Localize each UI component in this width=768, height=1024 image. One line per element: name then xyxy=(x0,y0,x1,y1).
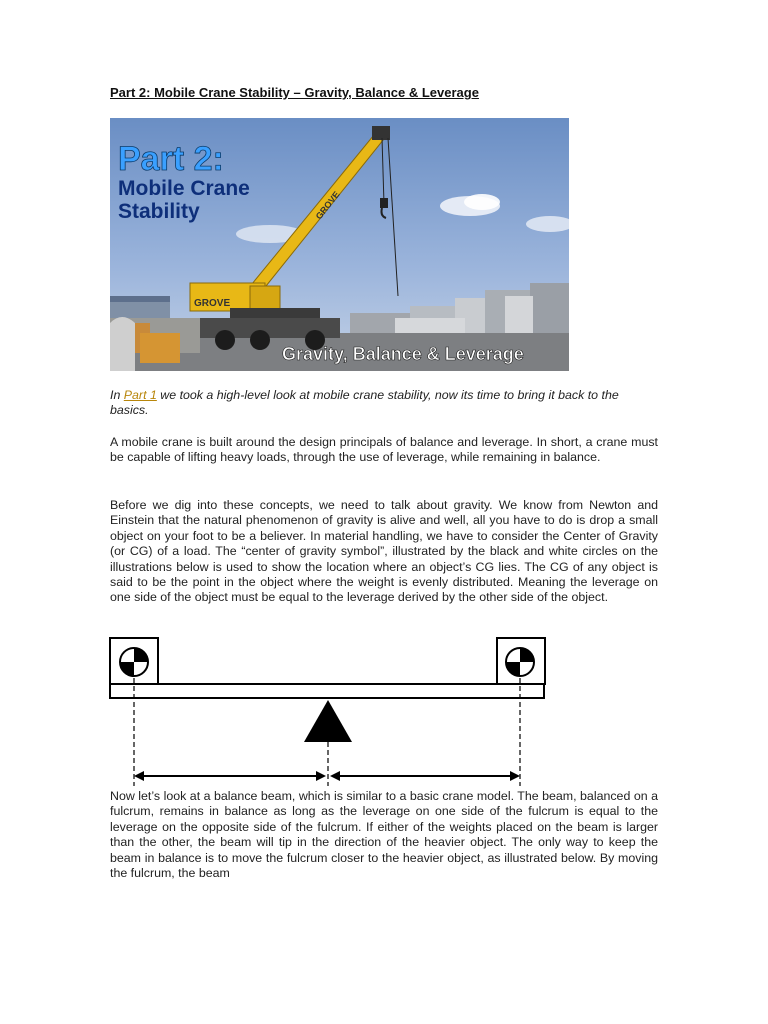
beam xyxy=(110,684,544,698)
hero-heading-line1: Part 2: xyxy=(118,140,224,178)
fulcrum xyxy=(304,700,352,742)
left-lever-arrow xyxy=(134,771,326,781)
hero-heading-line2: Mobile Crane xyxy=(118,177,250,200)
intro-paragraph xyxy=(110,388,658,419)
page-title: Part 2: Mobile Crane Stability – Gravity, Balance & Leverage xyxy=(110,85,479,100)
hero-caption: Gravity, Balance & Leverage xyxy=(282,344,524,364)
hero-heading-line3: Stability xyxy=(118,200,200,223)
paragraph-gravity: Before we dig into these concepts, we need to talk about gravity. We know from Newton and Einstein that the natural phenomenon of gravity is alive and well, all you have to do is drop a small object on your foot to be a believer. In material handling, we have to consider the Center of Gravity (or CG) of a load. The “center of gravity symbol”, illustrated by the black and white circles on the illustrations below is used to show the location where an object’s CG lies. The CG of any object is said to be the point in the object where the weight is evenly distributed. Meaning the leverage on one side of the object must be equal to the leverage derived by the other side of the object. xyxy=(110,498,658,605)
paragraph-balance-beam: Now let’s look at a balance beam, which is similar to a basic crane model. The beam, balanced on a fulcrum, remains in balance as long as the leverage on one side of the fulcrum is equal to the leverage on the opposite side of the fulcrum. If either of the weights placed on the beam is larger than the other, the beam will tip in the direction of the heavier object. The only way to keep the beam in balance is to move the fulcrum closer to the heavier object, as illustrated below. By moving the fulcrum, the beam xyxy=(110,789,658,881)
right-lever-arrow xyxy=(330,771,520,781)
center-of-gravity-icon xyxy=(120,648,148,676)
intro-after-link: we took a high-level look at mobile crane stability, now its time to bring it back to the basics. xyxy=(110,388,619,418)
part-1-link[interactable]: Part 1 xyxy=(123,388,157,402)
paragraph-balance-leverage: A mobile crane is built around the design principals of balance and leverage. In short, a crane must be capable of lifting heavy loads, through the use of leverage, while remaining in balance. xyxy=(110,435,658,465)
hero-image xyxy=(110,118,569,371)
center-of-gravity-icon xyxy=(506,648,534,676)
balance-beam-diagram xyxy=(108,636,548,788)
brand-body-text: GROVE xyxy=(194,298,231,309)
intro-before-link: In xyxy=(110,388,124,402)
brand-boom-text: GROVE xyxy=(313,189,342,222)
